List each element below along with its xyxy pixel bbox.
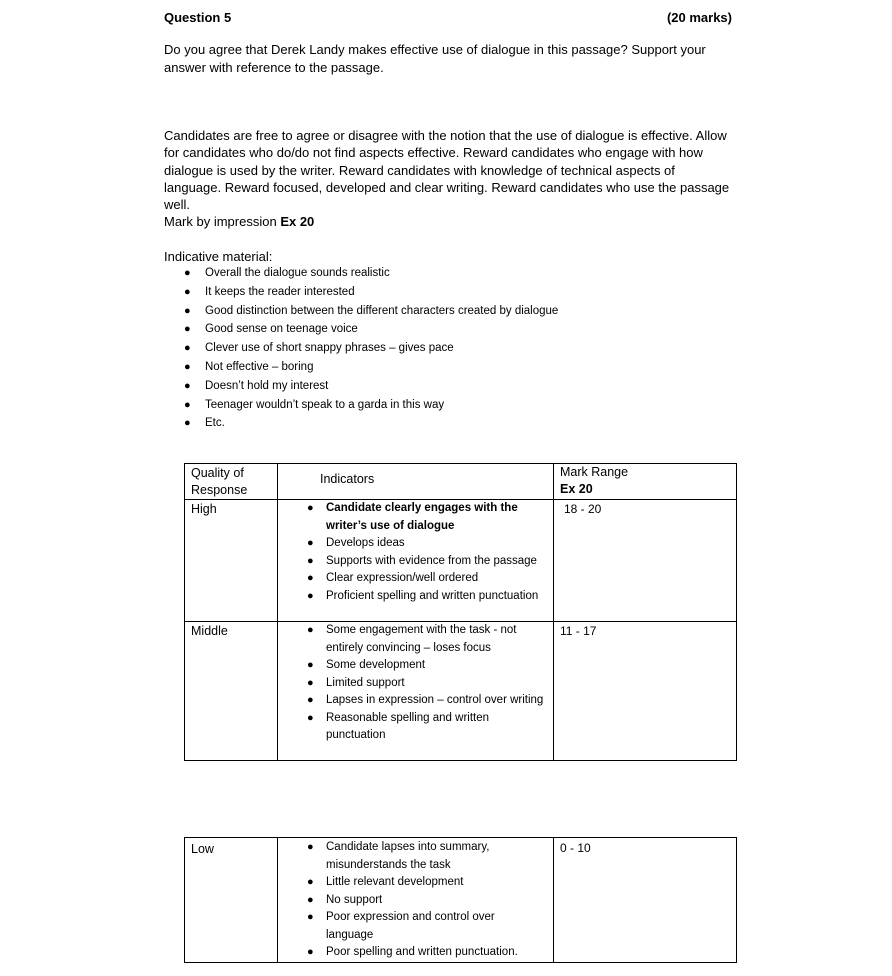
- bullet-icon: ●: [184, 304, 191, 317]
- bullet-icon: ●: [184, 398, 191, 411]
- quality-low: Low: [185, 838, 278, 963]
- list-item: ● Doesn’t hold my interest: [184, 377, 558, 396]
- table-row: [185, 622, 737, 761]
- list-item: ● Poor spelling and written punctuation.: [326, 944, 545, 962]
- mark-by-impression: [164, 213, 314, 231]
- mark-range-table: [184, 463, 737, 761]
- table-header-row: [185, 464, 737, 500]
- bullet-icon: ●: [307, 624, 314, 636]
- bullet-icon: ●: [184, 342, 191, 355]
- range-low: 0 - 10: [554, 838, 737, 963]
- list-item: ● Candidate clearly engages with the writer’s use of dialogue: [307, 502, 518, 532]
- list-item: ● It keeps the reader interested: [184, 283, 558, 302]
- indicators-middle: [278, 622, 554, 761]
- table-row: [185, 838, 737, 963]
- list-item: ● Some development: [326, 657, 545, 675]
- list-item: ● Clear expression/well ordered: [326, 570, 545, 588]
- list-item: ● No support: [326, 892, 545, 910]
- list-item: ● Teenager wouldn’t speak to a garda in this way: [184, 396, 558, 415]
- bullet-icon: ●: [307, 676, 314, 689]
- bullet-icon: ●: [307, 841, 314, 853]
- list-item: ● Reasonable spelling and written punctuation: [307, 711, 490, 741]
- list-item: ● Proficient spelling and written punctuation: [326, 588, 545, 606]
- range-middle: 11 - 17: [554, 622, 737, 761]
- bullet-icon: ●: [307, 694, 314, 706]
- list-item: ● Limited support: [326, 675, 545, 693]
- bullet-icon: ●: [307, 893, 314, 906]
- bullet-icon: ●: [307, 502, 314, 514]
- header-indicators: Indicators: [278, 464, 554, 500]
- header-quality: Quality of Response: [185, 464, 278, 500]
- list-item: ● Some engagement with the task - not entirely convincing – loses focus: [307, 624, 517, 654]
- list-item: ● Supports with evidence from the passage: [326, 553, 545, 571]
- list-item: ● Not effective – boring: [184, 358, 558, 377]
- list-item: ● Poor expression and control over language: [307, 911, 495, 941]
- bullet-icon: ●: [184, 379, 191, 392]
- bullet-icon: ●: [184, 417, 191, 430]
- list-item: ● Good distinction between the different characters created by dialogue: [184, 302, 558, 321]
- bullet-icon: ●: [184, 267, 191, 279]
- range-high: 18 - 20: [554, 500, 737, 622]
- bullet-icon: ●: [307, 554, 314, 567]
- bullet-icon: ●: [307, 946, 314, 958]
- list-item: ● Good sense on teenage voice: [184, 320, 558, 339]
- indicative-material-list: [184, 264, 558, 433]
- bullet-icon: ●: [307, 911, 314, 923]
- header-mark-range: Mark Range Ex 20: [554, 464, 737, 500]
- impression-value: Ex 20: [280, 214, 315, 229]
- question-marks: (20 marks): [666, 10, 732, 25]
- bullet-icon: ●: [307, 589, 314, 602]
- bullet-icon: ●: [307, 711, 314, 724]
- list-item: ● Little relevant development: [326, 874, 545, 892]
- list-item: ● Lapses in expression – control over writing: [326, 692, 545, 710]
- list-item: ● Etc.: [184, 414, 558, 433]
- bullet-icon: ●: [184, 360, 191, 373]
- bullet-icon: ●: [307, 537, 314, 549]
- table-row: [185, 500, 737, 622]
- bullet-icon: ●: [307, 659, 314, 671]
- question-title: Question 5: [164, 10, 232, 25]
- indicators-low: [278, 838, 554, 963]
- bullet-icon: ●: [307, 572, 314, 584]
- bullet-icon: ●: [184, 285, 191, 298]
- impression-label: Mark by impression: [164, 214, 281, 229]
- bullet-icon: ●: [307, 876, 314, 888]
- quality-high: High: [185, 500, 278, 622]
- quality-middle: Middle: [185, 622, 278, 761]
- list-item: ● Candidate lapses into summary, misunderstands the task: [307, 841, 490, 871]
- list-item: ● Clever use of short snappy phrases – gives pace: [184, 339, 558, 358]
- indicative-material-label: Indicative material:: [164, 249, 273, 264]
- question-header: [164, 10, 732, 28]
- indicators-high: [278, 500, 554, 622]
- list-item: ● Overall the dialogue sounds realistic: [184, 264, 558, 283]
- bullet-icon: ●: [184, 323, 191, 336]
- mark-range-table-continued: [184, 837, 737, 963]
- question-text: Do you agree that Derek Landy makes effective use of dialogue in this passage? Support your answer with reference to the passage.: [164, 42, 706, 75]
- list-item: ● Develops ideas: [326, 535, 545, 553]
- marking-guidance: Candidates are free to agree or disagree with the notion that the use of dialogue is effective. Allow for candidates who do/do not find aspects effective. Reward candidates who engage with how dialogue is used by the writer. Reward candidates with knowledge of technical aspects of language. Reward focused, developed and clear writing. Reward candidates who use the passage well.: [164, 128, 730, 213]
